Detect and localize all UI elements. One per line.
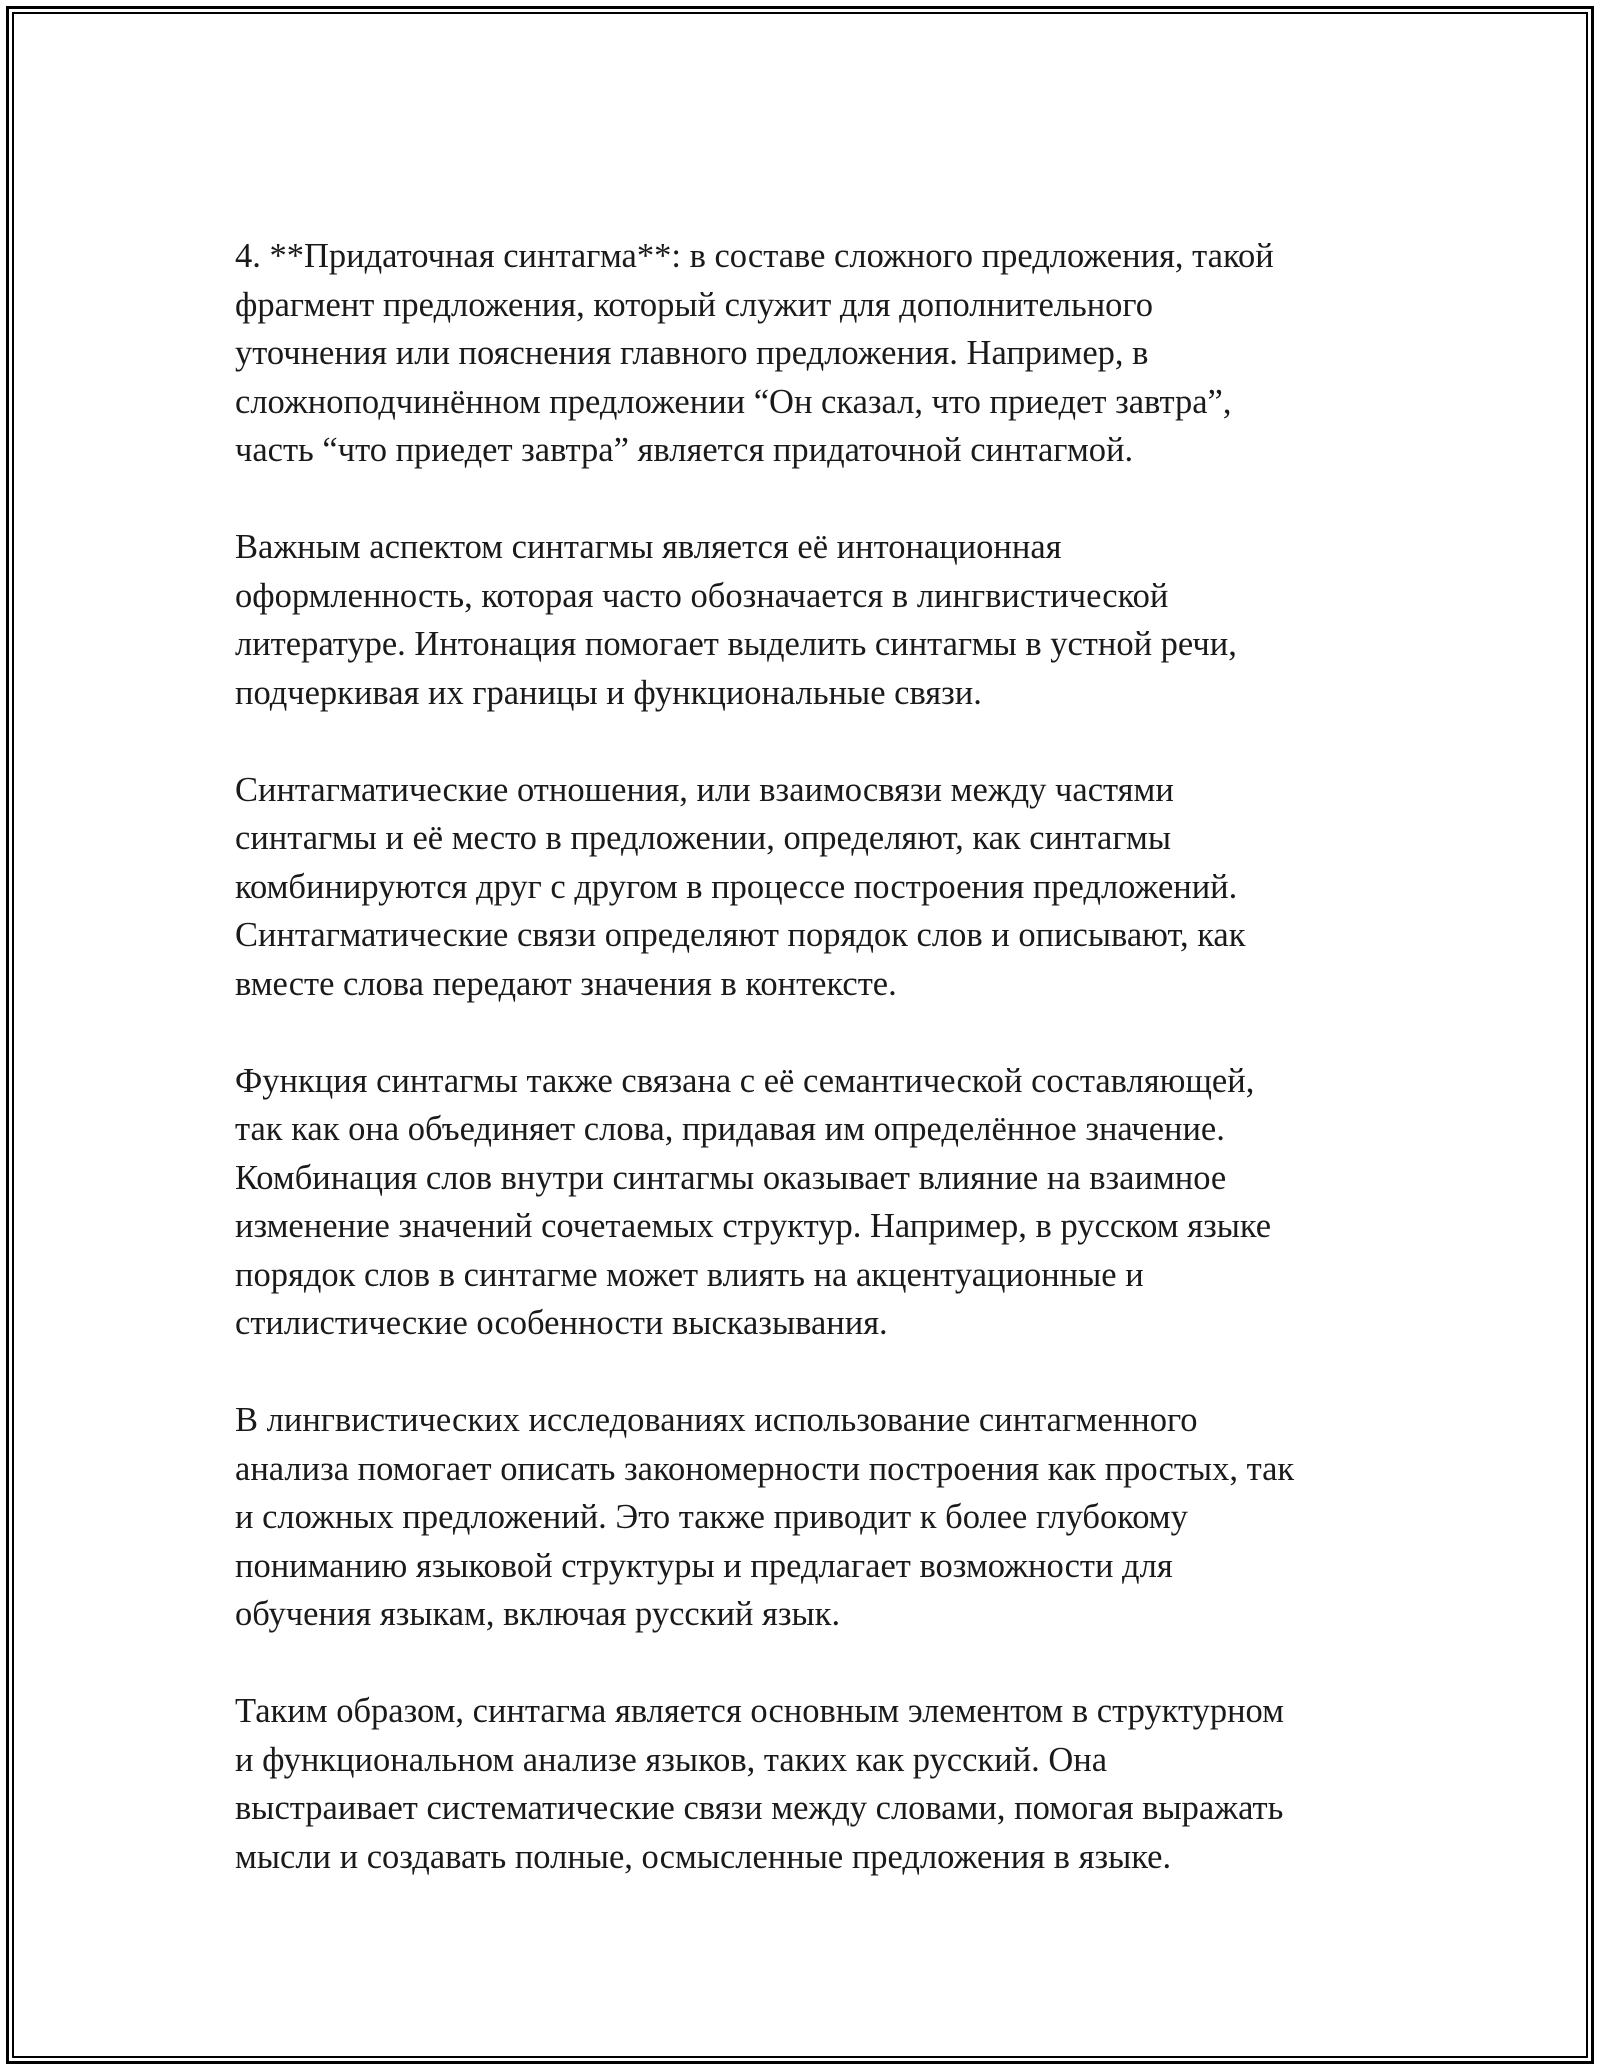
paragraph-conclusion: Таким образом, синтагма является основным элементом в структурном и функциональном анализе языков, таких как русский. Она выстраивает систематические связи между словами, помогая выражать мысли и создавать полные, осмысленные предложения в языке. bbox=[235, 1692, 1284, 1876]
paragraph-semantic-function: Функция синтагмы также связана с её семантической составляющей, так как она объединяет слова, придавая им определённое значение. Комбинация слов внутри синтагмы оказывает влияние на взаимное изменение значений сочетаемых структур. Например, в русском языке порядок слов в синтагме может влиять на акцентуационные и стилистические особенности высказывания. bbox=[235, 1061, 1272, 1342]
paragraph-syntagmatic-relations: Синтагматические отношения, или взаимосвязи между частями синтагмы и её место в предложении, определяют, как синтагмы комбинируются друг с другом в процессе построения предложений. Синтагматические связи определяют порядок слов и описывают, как вместе слова передают значения в контексте. bbox=[235, 770, 1246, 1003]
document-body bbox=[235, 232, 1385, 1881]
paragraph-subordinate-syntagma: 4. **Придаточная синтагма**: в составе сложного предложения, такой фрагмент предложения, который служит для дополнительного уточнения или пояснения главного предложения. Например, в сложноподчинённом предложении “Он сказал, что приедет завтра”, часть “что приедет завтра” является придаточной синтагмой. bbox=[235, 237, 1274, 469]
paragraph-intonation: Важным аспектом синтагмы является её интонационная оформленность, которая часто обозначается в лингвистической литературе. Интонация помогает выделить синтагмы в устной речи, подчеркивая их границы и функциональные связи. bbox=[235, 528, 1237, 712]
paragraph-linguistic-research: В лингвистических исследованиях использование синтагменного анализа помогает описать закономерности построения как простых, так и сложных предложений. Это также приводит к более глубокому пониманию языковой структуры и предлагает возможности для обучения языкам, включая русский язык. bbox=[235, 1401, 1295, 1633]
